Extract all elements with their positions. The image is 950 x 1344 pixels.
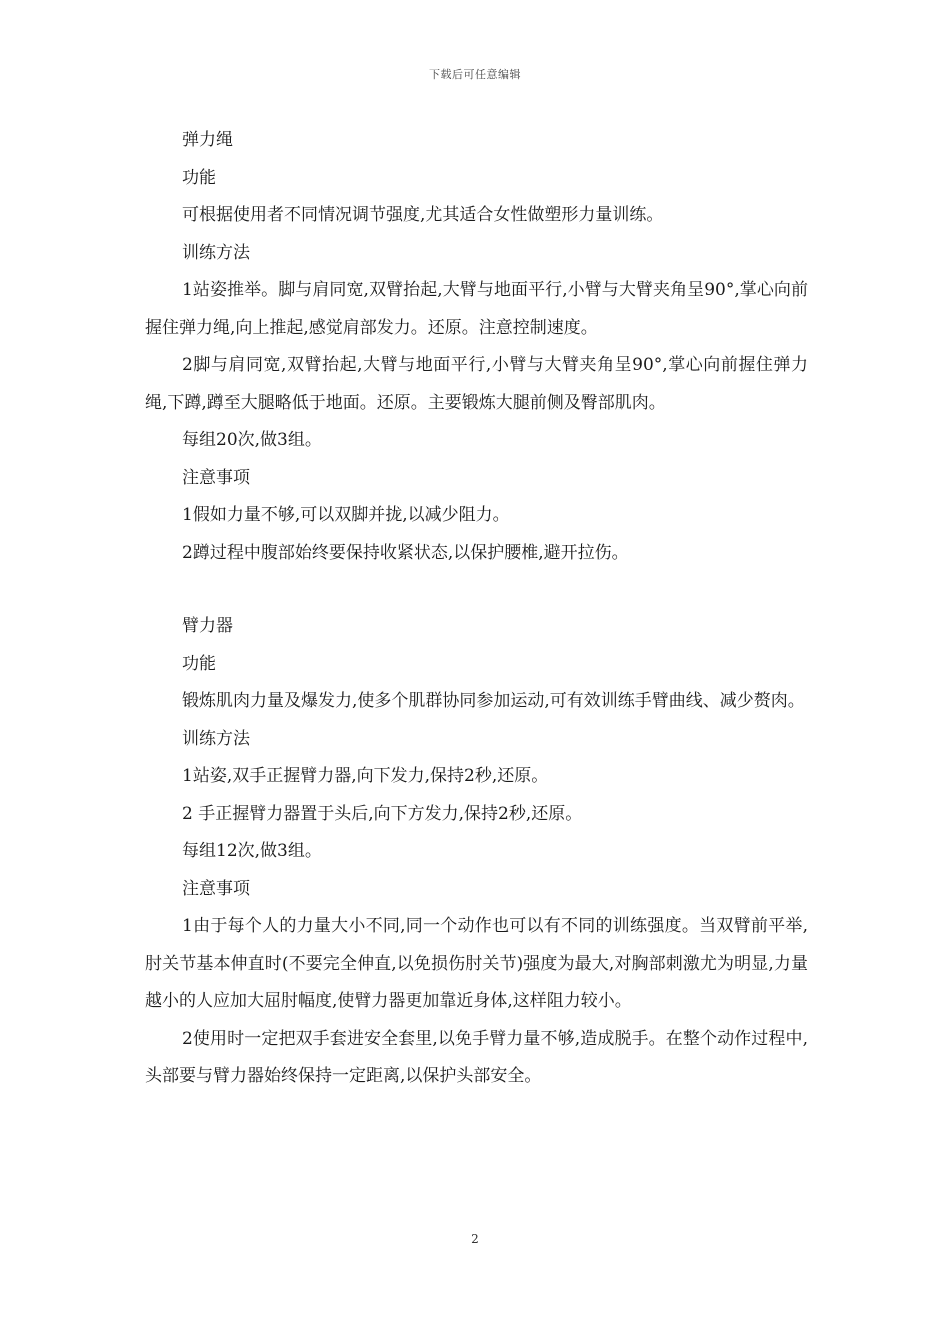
method-heading: 训练方法 — [182, 242, 250, 263]
function-text: 锻炼肌肉力量及爆发力,使多个肌群协同参加运动,可有效训练手臂曲线、减少赘肉。 — [182, 691, 805, 711]
section-title: 弹力绳 — [182, 130, 233, 150]
section-arm-exerciser — [145, 608, 808, 1096]
section-title: 臂力器 — [182, 616, 233, 636]
note-item: 1由于每个人的力量大小不同,同一个动作也可以有不同的训练强度。当双臂前平举,肘关节基本伸直时(不要完全伸直,以免损伤肘关节)强度为最大,对胸部刺激尤为明显,力量越小的人应加大屈肘幅度,使臂力器更加靠近身体,这样阻力较小。 — [145, 916, 808, 1011]
sets-text: 每组20次,做3组。 — [182, 430, 322, 450]
page-header: 下载后可任意编辑 — [429, 68, 521, 81]
function-heading: 功能 — [182, 653, 216, 674]
page-number: 2 — [471, 1232, 479, 1246]
note-item: 2使用时一定把双手套进安全套里,以免手臂力量不够,造成脱手。在整个动作过程中,头部要与臂力器始终保持一定距离,以保护头部安全。 — [145, 1028, 808, 1086]
note-item: 1假如力量不够,可以双脚并拢,以减少阻力。 — [182, 505, 510, 525]
sets-text: 每组12次,做3组。 — [182, 841, 322, 861]
method-step: 1站姿推举。脚与肩同宽,双臂抬起,大臂与地面平行,小臂与大臂夹角呈90°,掌心向前握住弹力绳,向上推起,感觉肩部发力。还原。注意控制速度。 — [145, 280, 808, 338]
notes-heading: 注意事项 — [182, 878, 250, 899]
section-divider — [145, 572, 808, 608]
method-step: 2脚与肩同宽,双臂抬起,大臂与地面平行,小臂与大臂夹角呈90°,掌心向前握住弹力绳,下蹲,蹲至大腿略低于地面。还原。主要锻炼大腿前侧及臀部肌肉。 — [145, 355, 808, 413]
notes-heading: 注意事项 — [182, 467, 250, 488]
document-body — [145, 122, 808, 1096]
method-step: 2 手正握臂力器置于头后,向下方发力,保持2秒,还原。 — [182, 803, 583, 824]
function-text: 可根据使用者不同情况调节强度,尤其适合女性做塑形力量训练。 — [182, 205, 664, 225]
note-item: 2蹲过程中腹部始终要保持收紧状态,以保护腰椎,避开拉伤。 — [182, 542, 629, 563]
method-heading: 训练方法 — [182, 728, 250, 749]
method-step: 1站姿,双手正握臂力器,向下发力,保持2秒,还原。 — [182, 766, 549, 786]
function-heading: 功能 — [182, 167, 216, 188]
section-resistance-band — [145, 122, 808, 572]
